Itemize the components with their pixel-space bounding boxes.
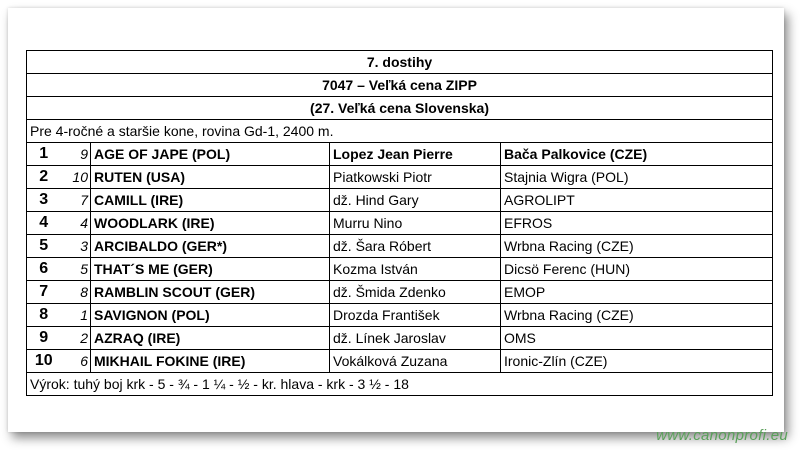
start-number-cell: 8 <box>61 281 91 304</box>
position-cell: 1 <box>27 143 61 166</box>
owner-cell: EFROS <box>501 212 773 235</box>
table-row <box>27 166 773 189</box>
jockey-cell: Lopez Jean Pierre <box>330 143 501 166</box>
horse-name-cell: THAT´S ME (GER) <box>91 258 330 281</box>
owner-cell: AGROLIPT <box>501 189 773 212</box>
position-cell: 7 <box>27 281 61 304</box>
position-cell: 6 <box>27 258 61 281</box>
position-cell: 8 <box>27 304 61 327</box>
horse-name-cell: AZRAQ (IRE) <box>91 327 330 350</box>
jockey-cell: dž. Šmida Zdenko <box>330 281 501 304</box>
header-row-title <box>27 51 773 74</box>
position-cell: 9 <box>27 327 61 350</box>
race-name: 7047 – Veľká cena ZIPP <box>27 74 773 97</box>
position-cell: 3 <box>27 189 61 212</box>
horse-name-cell: CAMILL (IRE) <box>91 189 330 212</box>
table-row <box>27 327 773 350</box>
horse-name-cell: AGE OF JAPE (POL) <box>91 143 330 166</box>
jockey-cell: dž. Hind Gary <box>330 189 501 212</box>
results-table <box>26 50 773 396</box>
table-row <box>27 189 773 212</box>
start-number-cell: 7 <box>61 189 91 212</box>
start-number-cell: 9 <box>61 143 91 166</box>
horse-name-cell: SAVIGNON (POL) <box>91 304 330 327</box>
start-number-cell: 3 <box>61 235 91 258</box>
race-subtitle: (27. Veľká cena Slovenska) <box>27 97 773 120</box>
jockey-cell: dž. Šara Róbert <box>330 235 501 258</box>
position-cell: 10 <box>27 350 61 373</box>
horse-name-cell: WOODLARK (IRE) <box>91 212 330 235</box>
horse-name-cell: MIKHAIL FOKINE (IRE) <box>91 350 330 373</box>
owner-cell: Ironic-Zlín (CZE) <box>501 350 773 373</box>
start-number-cell: 1 <box>61 304 91 327</box>
jockey-cell: Drozda František <box>330 304 501 327</box>
owner-cell: OMS <box>501 327 773 350</box>
results-sheet <box>26 50 772 396</box>
table-row <box>27 350 773 373</box>
jockey-cell: dž. Línek Jaroslav <box>330 327 501 350</box>
start-number-cell: 4 <box>61 212 91 235</box>
owner-cell: Wrbna Racing (CZE) <box>501 235 773 258</box>
race-conditions: Pre 4-ročné a staršie kone, rovina Gd-1, 2400 m. <box>27 120 773 143</box>
jockey-cell: Piatkowski Piotr <box>330 166 501 189</box>
table-row <box>27 212 773 235</box>
horse-name-cell: RAMBLIN SCOUT (GER) <box>91 281 330 304</box>
jockey-cell: Murru Nino <box>330 212 501 235</box>
table-row <box>27 304 773 327</box>
start-number-cell: 6 <box>61 350 91 373</box>
owner-cell: EMOP <box>501 281 773 304</box>
table-row <box>27 143 773 166</box>
footer-row <box>27 373 773 396</box>
race-title: 7. dostihy <box>27 51 773 74</box>
owner-cell: Wrbna Racing (CZE) <box>501 304 773 327</box>
start-number-cell: 10 <box>61 166 91 189</box>
position-cell: 2 <box>27 166 61 189</box>
header-row-conditions <box>27 120 773 143</box>
table-row <box>27 258 773 281</box>
header-row-subtitle <box>27 97 773 120</box>
table-row <box>27 281 773 304</box>
start-number-cell: 5 <box>61 258 91 281</box>
jockey-cell: Kozma István <box>330 258 501 281</box>
watermark: www.canonprofi.eu <box>656 427 788 444</box>
position-cell: 4 <box>27 212 61 235</box>
horse-name-cell: RUTEN (USA) <box>91 166 330 189</box>
result-verdict: Výrok: tuhý boj krk - 5 - ¾ - 1 ¼ - ½ - kr. hlava - krk - 3 ½ - 18 <box>27 373 773 396</box>
horse-name-cell: ARCIBALDO (GER*) <box>91 235 330 258</box>
start-number-cell: 2 <box>61 327 91 350</box>
header-row-name <box>27 74 773 97</box>
owner-cell: Bača Palkovice (CZE) <box>501 143 773 166</box>
table-row <box>27 235 773 258</box>
position-cell: 5 <box>27 235 61 258</box>
owner-cell: Stajnia Wigra (POL) <box>501 166 773 189</box>
owner-cell: Dicsö Ferenc (HUN) <box>501 258 773 281</box>
jockey-cell: Vokálková Zuzana <box>330 350 501 373</box>
